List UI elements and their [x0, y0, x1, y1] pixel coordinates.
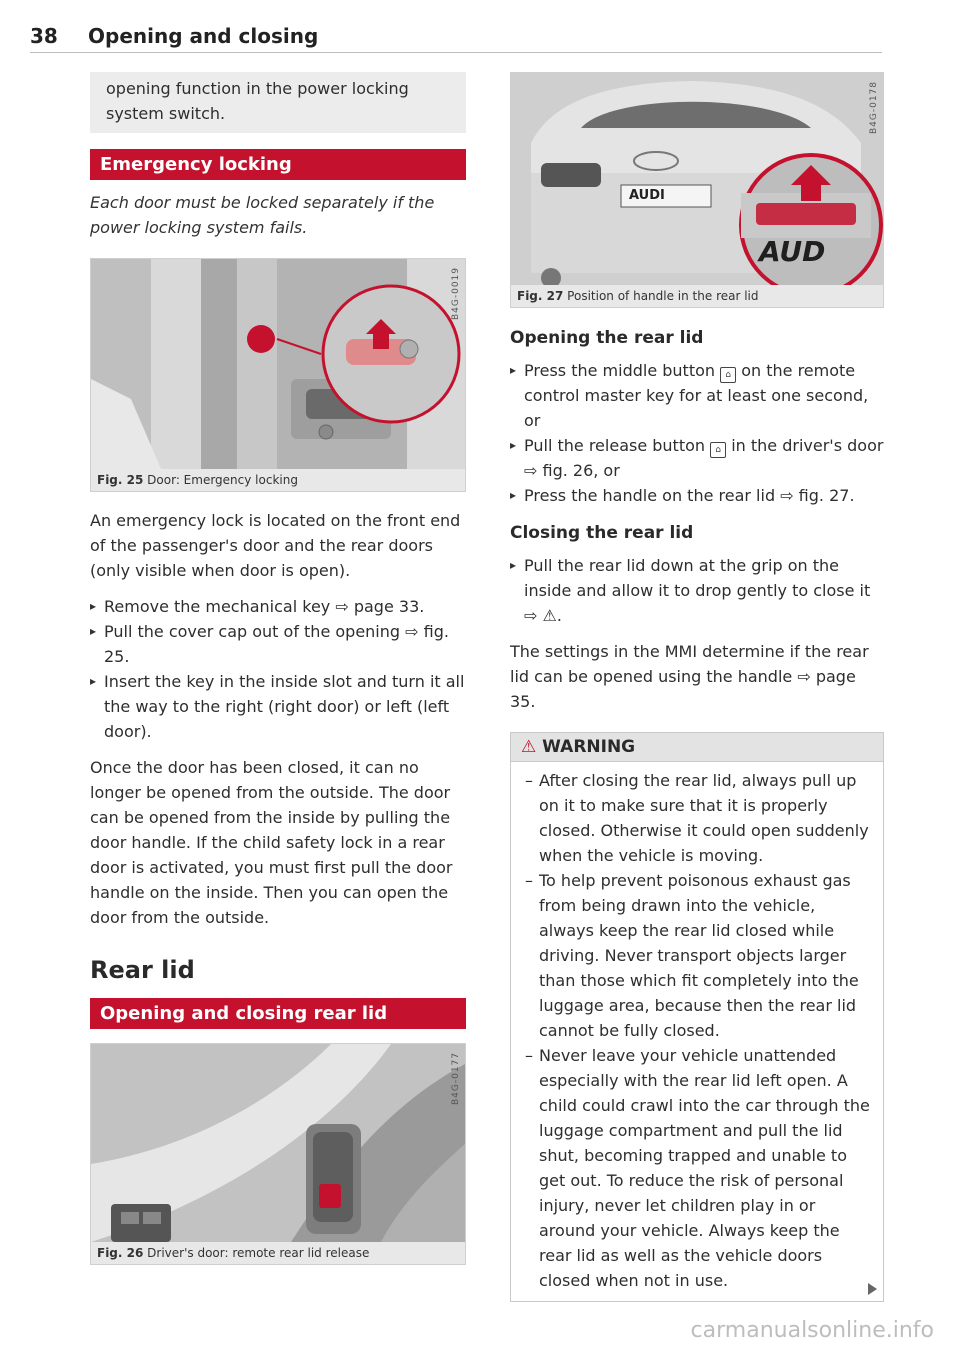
figure-caption	[91, 1242, 465, 1264]
warning-title: WARNING	[542, 737, 636, 757]
closing-rear-lid-heading: Closing the rear lid	[510, 523, 694, 543]
rear-lid-button-icon: ⌂	[720, 367, 736, 383]
continue-arrow-icon	[868, 1283, 877, 1295]
list-item: ▸ Pull the cover cap out of the opening ⇨ fig. 25.	[90, 619, 466, 669]
continued-text: opening function in the power locking system switch.	[106, 79, 409, 123]
list-item	[510, 358, 884, 433]
figure-reference-id: B4G-0178	[869, 81, 879, 135]
figure-25	[90, 258, 466, 492]
figure-caption	[511, 285, 883, 307]
driver-door-illustration	[91, 1044, 465, 1242]
watermark: carmanualsonline.info	[690, 1318, 934, 1343]
opening-steps-list	[510, 358, 884, 508]
door-lock-illustration	[91, 259, 465, 469]
list-item: ▸ Insert the key in the inside slot and turn it all the way to the right (right door) or left (left door).	[90, 669, 466, 744]
figure-reference-id: B4G-0019	[451, 267, 461, 321]
rear-lid-button-icon: ⌂	[710, 442, 726, 458]
step-text: in the driver's door ⇨ fig. 26, or	[524, 436, 884, 480]
page-number: 38	[30, 24, 58, 48]
emergency-lock-paragraph: An emergency lock is located on the front end of the passenger's door and the rear doors (only visible when door is open).	[90, 511, 461, 580]
list-item: – Never leave your vehicle unattended especially with the rear lid left open. A child could crawl into the car through the luggage compartment and pull the lid shut, becoming trapped and unable to get out. To reduce the risk of personal injury, never let children play in or around your vehicle. Always keep the rear lid as well as the vehicle doors closed when not in use.	[525, 1043, 873, 1293]
figure-caption	[91, 469, 465, 491]
figure-27	[510, 72, 884, 308]
warning-triangle-icon: ⚠	[521, 737, 537, 757]
rear-lid-illustration	[511, 73, 883, 285]
list-item: – After closing the rear lid, always pull up on it to make sure that it is properly closed. Otherwise it could open suddenly when the vehicle is moving.	[525, 768, 873, 868]
warning-header	[511, 733, 883, 762]
continued-text-box	[90, 72, 466, 133]
figure-caption-text: Driver's door: remote rear lid release	[147, 1246, 370, 1260]
door-closed-paragraph: Once the door has been closed, it can no longer be opened from the outside. The door can be opened from the inside by pulling the door handle. If the child safety lock in a rear door is activated, you must first pull the door handle on the inside. Then you can open the door from the outside.	[90, 758, 453, 927]
opening-rear-lid-heading: Opening the rear lid	[510, 328, 704, 348]
list-item	[510, 483, 884, 508]
page-header	[30, 22, 882, 53]
opening-closing-heading: Opening and closing rear lid	[90, 998, 466, 1029]
warning-body	[511, 762, 883, 1301]
closing-steps-list	[510, 553, 884, 628]
emergency-locking-heading: Emergency locking	[90, 149, 466, 180]
figure-reference-id: B4G-0177	[451, 1052, 461, 1106]
section-title: Opening and closing	[88, 24, 319, 48]
figure-label: Fig. 26	[97, 1246, 144, 1260]
warning-box	[510, 732, 884, 1302]
emergency-steps-list	[90, 594, 466, 744]
step-text: on the remote control master key for at least one second, or	[524, 361, 869, 430]
warning-list	[525, 768, 873, 1293]
rear-lid-heading: Rear lid	[90, 956, 195, 984]
left-column	[90, 72, 466, 1265]
figure-caption-text: Position of handle in the rear lid	[567, 289, 759, 303]
zoom-badge-text: AUD	[759, 235, 826, 268]
list-item: – To help prevent poisonous exhaust gas from being drawn into the vehicle, always keep the rear lid closed while driving. Never transport objects larger than those which fit completely into the luggage area, because then the rear lid cannot be fully closed.	[525, 868, 873, 1043]
figure-26	[90, 1043, 466, 1265]
step-text: Press the middle button	[524, 361, 716, 380]
audi-badge-text: AUDI	[629, 188, 665, 203]
list-item	[510, 433, 884, 483]
step-text: Press the handle on the rear lid ⇨ fig. 27.	[524, 486, 855, 505]
figure-label: Fig. 27	[517, 289, 564, 303]
list-item: ▸ Pull the rear lid down at the grip on the inside and allow it to drop gently to close it ⇨ ⚠.	[510, 553, 884, 628]
list-item: ▸ Remove the mechanical key ⇨ page 33.	[90, 594, 466, 619]
right-column	[510, 72, 884, 1302]
figure-caption-text: Door: Emergency locking	[147, 473, 298, 487]
step-text: Pull the release button	[524, 436, 706, 455]
mmi-paragraph: The settings in the MMI determine if the rear lid can be opened using the handle ⇨ page 35.	[510, 642, 869, 711]
figure-label: Fig. 25	[97, 473, 144, 487]
emergency-intro: Each door must be locked separately if the power locking system fails.	[90, 193, 435, 237]
